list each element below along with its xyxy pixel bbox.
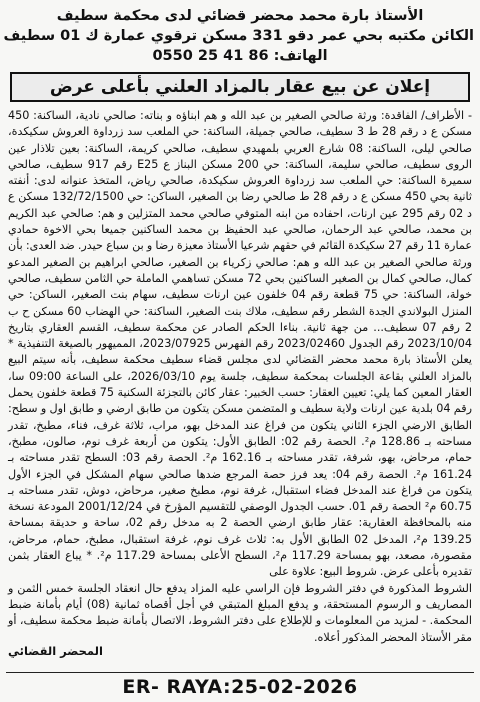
bailiff-header xyxy=(3,4,474,66)
notice-paragraph-main: - الأطراف/ الفاقدة: ورثة صالحي الصغير بن عبد الله و هم ابناؤه و بناته: صالحي نادية، الساكنة: 450 مسكن ع د رقم 28 ط 3 سطيف، صالحي جميلة، الساكنة: حي الملعب سد زرداوة العروش سكيكدة، صالحي ليلى، الساكنة: 08 شارع العربي بلمهيدي سطيف، صالحي كريمة، الساكنة: بعين تلاذار عين الروى سطيف، صالحي سليمة، الساكنة: حي 200 مسكن البناز ع E25 رقم 917 سطيف، صالحي سميرة الساكنة: حي الملعب سد زرداوة العروش سكيكدة، صالحي رياض، المتخذ عنوانه لدى: أنفته ثانية بحي 450 مسكن ع د رقم 28 ط صالحي رضا بن الصغير، الساكن: حي 132/72/1500 مسكن ع د 02 رقم 295 عين ارنات، احفاده من ابنه المتوفي صالحي محمد المتزلين و هم: صالحي عبد الكريم بن محمد، صالحي عبد الرحمان، صالحي عبد الحفيظ بن محمد الساكنين جميعا بحي الاخوة حمادي عمارة 11 رقم 27 سكيكدة القائم في حقهم شرعيا الأستاذ معيزة رضا و بن سباع حيدر. ضد العدى: بأن ورثة صالحي الصغير بن عبد الله و هم: صالحي زكرياء بن الصغير، صالحي ابراهيم بن الصغير المدعو كمال، صالحي كمال بن الصغير الساكنين بحي 72 مسكن تساهمي الماملة حي الثامن سطيف، صالحي خولة، الساكنة: حي 75 قطعة رقم 04 خلفون عين ارنات سطيف، سهام بنت الصغير، الساكن: حي المنزل البولاندي الجدة الشطر رقم سطيف، ملاك بنت الصغير، الساكنة: حي الهضاب 60 مسكن ح ب 2 رقم 07 سطيف... من جهة ثانية. بناءا الحكم الصادر عن محكمة سطيف، القسم العقاري بتاريخ 2023/10/04 رقم الجدول 2023/02460 رقم الفهرس 2023/07925، المميهور بالصيغة التنفيذية * يعلن الأستاذ بارة محمد محضر القضائي لدى مجلس قضاء سطيف محكمة سطيف، بأنه سيتم البيع بالمزاد العلني بقاعة الجلسات بمحكمة سطيف، جلسة يوم 2026/03/10، على الساعة 09:00 سا، العقار المعين كما يلي: تعيين العقار: حسب الخبير: عقار كائن بالتجزئة السكنية 75 قطعة خلفون يحمل رقم 04 بلدية عين ارنات ولاية سطيف و المتضمن مسكن يتكون من طابق ارضي و طابق اول و سطح: الطابق الارضي الجزء الثاني يتكون من فراغ عند المدخل بهو، مراب، ثلاثة غرف، فناء، مطبخ، تقدر مساحته بـ 128.86 م². الحصة رقم 02: الطابق الأول: يتكون من أربعة غرف نوم، صالون، مطبخ، حمام، مرحاض، بهو، شرفة، تقدر مساحته بـ 162.16 م². الحصة رقم 03: السطح تقدر مساحته بـ 161.24 م². الحصة رقم 04: يعد فرز حصة المرجع ضدها صالحي سهام المشكل في الجزء الأول يتكون من فراغ عند المدخل فضاء استقبال، غرفة نوم، مطبخ صغير، مرحاض، دوش، تقدر مساحته بـ 60.75 م² الحصة رقم 01. حسب الجدول الوصفي للتقسيم المؤرخ في 2001/12/24 المودعة نسخة منه بالمحافظة العقارية: عقار طابق ارضي الحصة 2 به مدخل رقم 02، ساحة و حديقة بمساحة 139.25 م²، المدخل 02 الطابق الأول به: ثلاث غرف نوم، غرفة استقبال، مطبخ، حمام، مرحاض، مقصورة، مصعد، بهو بمساحة 117.29 م²، السطح الأعلى بمساحة 117.29 م². * يباع العقار بثمن تقديره بأعلى عرض. شروط البيع: علاوة على xyxy=(8,109,473,579)
notice-body xyxy=(6,108,474,648)
signature-bailiff: المحضر القضائي xyxy=(8,644,103,658)
notice-paragraph-conditions: الشروط المذكورة في دفتر الشروط فإن الراسي عليه المزاد يدفع حال انعقاد الجلسة خمس الثمن و المصاريف و الرسوم المستحقة، و يدفع المبلغ المتبقي في أجل أقصاه ثمانية (08) أيام بأمانة ضبط المحكمة. - لمزيد من المعلومات و للإطلاع على دفتر الشروط، الاتصال بأمانة ضبط محكمة سطيف، أو مقر الأستاذ المحضر المذكور أعلاه. xyxy=(8,581,472,644)
footer-publication-date: ER- RAYA:25-02-2026 xyxy=(122,676,358,698)
footer-rule xyxy=(6,672,474,673)
notice-title: إعلان عن بيع عقار بالمزاد العلني بأعلى عرض xyxy=(10,72,470,102)
header-phone: الهاتف: 86 41 25 0550 xyxy=(152,48,328,64)
newspaper-footer xyxy=(0,672,480,702)
header-office-address: الكائن مكتبه بحي عمر دقو 331 مسكن ترقوي عمارة ك 01 سطيف xyxy=(3,28,474,44)
header-bailiff-name: الأستاذ بارة محمد محضر قضائي لدى محكمة سطيف xyxy=(56,8,424,24)
